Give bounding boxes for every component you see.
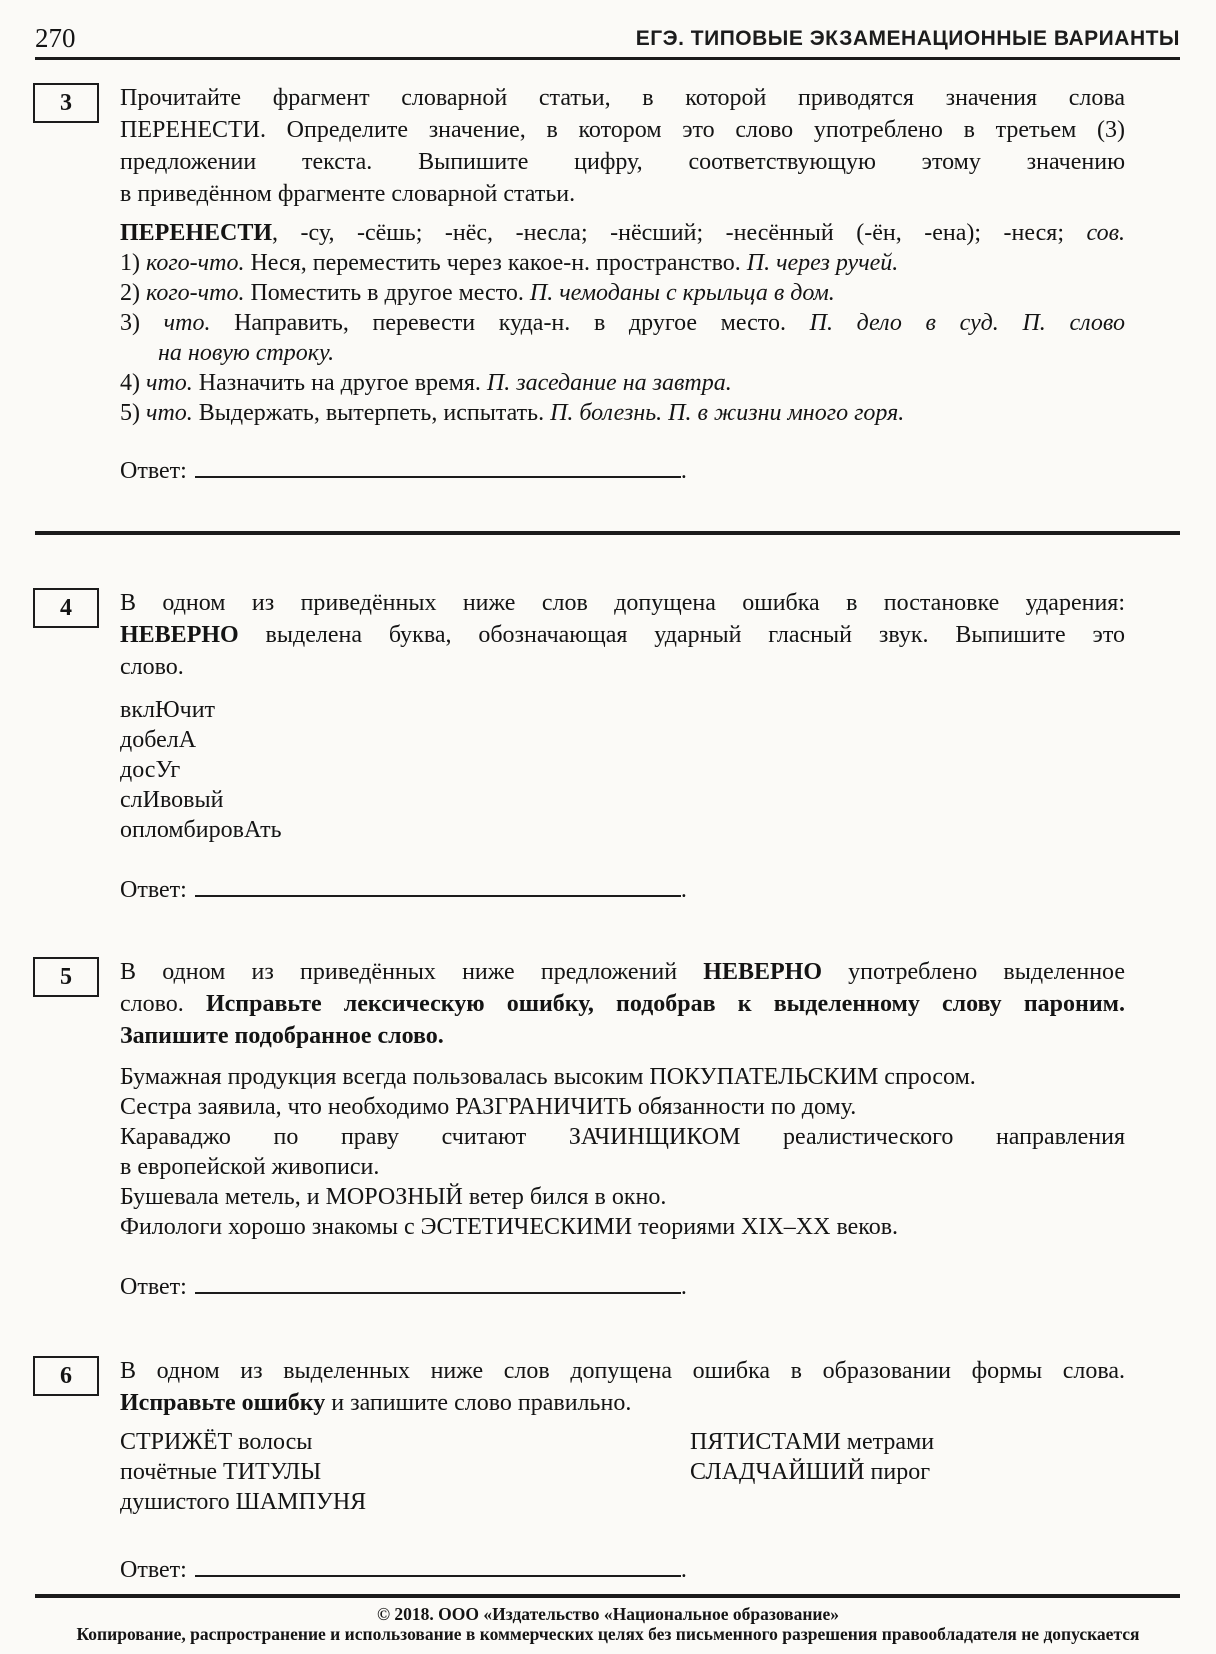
question-5-prompt bbox=[120, 956, 1125, 1052]
answer-label: Ответ: bbox=[120, 1557, 187, 1583]
question-4-number-box bbox=[33, 588, 99, 628]
question-4 bbox=[0, 587, 1216, 906]
prompt-line: в приведённом фрагменте словарной статьи. bbox=[120, 181, 576, 207]
item-case: кого-что. bbox=[146, 250, 245, 276]
word-option: слИвовый bbox=[120, 787, 224, 813]
prompt-line: В одном из выделенных ниже слов допущена ошибка в образовании формы слова. bbox=[120, 1358, 1125, 1384]
footer-copyright: © 2018. ООО «Издательство «Национальное образование» bbox=[376, 1604, 840, 1624]
prompt-line: предложении текста. Выпишите цифру, соответствующую этому значению bbox=[120, 149, 1125, 175]
prompt-line: слово. bbox=[120, 654, 184, 680]
prompt-line: В одном из приведённых ниже слов допущена ошибка в постановке ударения: bbox=[120, 590, 1125, 616]
section-separator-rule bbox=[35, 531, 1180, 535]
word-form-option: душистого ШАМПУНЯ bbox=[120, 1489, 367, 1515]
word-forms-columns bbox=[120, 1427, 1125, 1517]
item-definition: Назначить на другое время. bbox=[192, 370, 487, 396]
dictionary-headword-line bbox=[120, 218, 1125, 248]
prompt-line: Запишите подобранное слово. bbox=[120, 1023, 444, 1049]
dictionary-item-3 bbox=[120, 308, 1125, 338]
item-case: что. bbox=[146, 400, 193, 426]
prompt-text: слово. bbox=[120, 991, 206, 1017]
footer-rule bbox=[35, 1594, 1180, 1598]
footer-notice: Копирование, распространение и использование в коммерческих целях без письменного разрешения правообладателя не допускается bbox=[76, 1624, 1140, 1644]
dictionary-item-4 bbox=[120, 368, 1125, 398]
question-3 bbox=[0, 82, 1216, 487]
question-3-number: 3 bbox=[60, 89, 72, 116]
word-option: досУг bbox=[120, 757, 181, 783]
item-case: что. bbox=[146, 370, 193, 396]
prompt-bold-text: Исправьте ошибку bbox=[120, 1390, 326, 1416]
prompt-line bbox=[120, 988, 1125, 1020]
word-option: опломбировАть bbox=[120, 817, 282, 843]
word-forms-right-column bbox=[690, 1427, 1125, 1517]
item-definition: Направить, перевести куда-н. в другое место. bbox=[210, 310, 810, 336]
item-example: П. дело в суд. П. слово bbox=[809, 310, 1125, 336]
dictionary-item-5 bbox=[120, 398, 1125, 428]
word-forms-left-column bbox=[120, 1427, 690, 1517]
question-3-number-box bbox=[33, 83, 99, 123]
item-example: П. болезнь. П. в жизни много горя. bbox=[550, 400, 905, 426]
item-example: П. через ручей. bbox=[746, 250, 899, 276]
sentence-option: Караваджо по праву считают ЗАЧИНЩИКОМ реалистического направления bbox=[120, 1124, 1125, 1150]
item-example: П. чемоданы с крыльца в дом. bbox=[529, 280, 835, 306]
dictionary-forms: , -су, -сёшь; -нёс, -несла; -нёсший; -несённый (-ён, -ена); -неся; bbox=[272, 220, 1087, 246]
word-option: вклЮчит bbox=[120, 697, 216, 723]
question-5-number: 5 bbox=[60, 963, 72, 990]
item-definition: Неся, переместить через какое-н. пространство. bbox=[244, 250, 747, 276]
item-number: 1) bbox=[120, 250, 146, 276]
word-form-option: СТРИЖЁТ волосы bbox=[120, 1429, 313, 1455]
item-definition: Поместить в другое место. bbox=[244, 280, 530, 306]
prompt-text: выделена буква, обозначающая ударный гласный звук. Выпишите это bbox=[238, 622, 1125, 648]
prompt-line bbox=[120, 956, 1125, 988]
answer-blank-line bbox=[195, 871, 681, 897]
sentence-option: Бумажная продукция всегда пользовалась высоким ПОКУПАТЕЛЬСКИМ спросом. bbox=[120, 1064, 976, 1090]
emphasis-word: НЕВЕРНО bbox=[703, 959, 822, 985]
page-footer bbox=[0, 1604, 1216, 1644]
answer-label: Ответ: bbox=[120, 877, 187, 903]
answer-period: . bbox=[680, 1557, 687, 1583]
dictionary-item-2 bbox=[120, 278, 1125, 308]
answer-row-q3 bbox=[120, 452, 1125, 487]
sentence-option-continuation: в европейской живописи. bbox=[120, 1154, 380, 1180]
dictionary-headword: ПЕРЕНЕСТИ bbox=[120, 220, 273, 246]
dictionary-item-3-continuation: на новую строку. bbox=[158, 340, 335, 366]
sentence-option: Филологи хорошо знакомы с ЭСТЕТИЧЕСКИМИ теориями XIX–XX веков. bbox=[120, 1214, 899, 1240]
question-5 bbox=[0, 956, 1216, 1303]
page-header bbox=[0, 0, 1216, 52]
item-definition: Выдержать, вытерпеть, испытать. bbox=[192, 400, 551, 426]
prompt-line: Прочитайте фрагмент словарной статьи, в которой приводятся значения слова bbox=[120, 85, 1125, 111]
question-3-prompt bbox=[120, 82, 1125, 210]
answer-row-q5 bbox=[120, 1268, 1125, 1303]
answer-period: . bbox=[680, 458, 687, 484]
word-option: добелА bbox=[120, 727, 197, 753]
answer-label: Ответ: bbox=[120, 458, 187, 484]
header-title: ЕГЭ. ТИПОВЫЕ ЭКЗАМЕНАЦИОННЫЕ ВАРИАНТЫ bbox=[635, 27, 1180, 50]
question-5-number-box bbox=[33, 957, 99, 997]
prompt-line bbox=[120, 619, 1125, 651]
answer-blank-line bbox=[195, 1268, 681, 1294]
item-case: что. bbox=[163, 310, 211, 336]
question-4-prompt bbox=[120, 587, 1125, 683]
page-number: 270 bbox=[35, 23, 76, 53]
item-number: 2) bbox=[120, 280, 146, 306]
item-example: П. заседание на завтра. bbox=[486, 370, 732, 396]
answer-period: . bbox=[680, 1274, 687, 1300]
emphasis-word: НЕВЕРНО bbox=[120, 622, 239, 648]
answer-label: Ответ: bbox=[120, 1274, 187, 1300]
answer-row-q4 bbox=[120, 871, 1125, 906]
answer-row-q6 bbox=[120, 1551, 1125, 1586]
item-case: кого-что. bbox=[146, 280, 245, 306]
answer-period: . bbox=[680, 877, 687, 903]
dictionary-item-1 bbox=[120, 248, 1125, 278]
question-6 bbox=[0, 1355, 1216, 1586]
question-6-number-box bbox=[33, 1356, 99, 1396]
dictionary-entry bbox=[120, 218, 1125, 428]
question-4-number: 4 bbox=[60, 594, 72, 621]
answer-blank-line bbox=[195, 452, 681, 478]
sentence-option: Сестра заявила, что необходимо РАЗГРАНИЧИТЬ обязанности по дому. bbox=[120, 1094, 857, 1120]
item-number: 3) bbox=[120, 310, 164, 336]
header-rule bbox=[35, 57, 1180, 60]
sentence-option: Бушевала метель, и МОРОЗНЫЙ ветер бился в окно. bbox=[120, 1184, 667, 1210]
prompt-text: употреблено выделенное bbox=[821, 959, 1125, 985]
question-6-number: 6 bbox=[60, 1362, 72, 1389]
sentence-options-list bbox=[120, 1062, 1125, 1242]
item-number: 4) bbox=[120, 370, 146, 396]
prompt-line: ПЕРЕНЕСТИ. Определите значение, в котором это слово употреблено в третьем (3) bbox=[120, 117, 1125, 143]
prompt-bold-text: Исправьте лексическую ошибку, подобрав к выделенному слову пароним. bbox=[205, 991, 1126, 1017]
dictionary-aspect: сов. bbox=[1086, 220, 1125, 246]
word-options-list bbox=[120, 695, 1125, 845]
word-form-option: почётные ТИТУЛЫ bbox=[120, 1459, 322, 1485]
word-form-option: ПЯТИСТАМИ метрами bbox=[690, 1429, 935, 1455]
prompt-text: В одном из приведённых ниже предложений bbox=[120, 959, 704, 985]
prompt-line bbox=[120, 1387, 1125, 1419]
question-6-prompt bbox=[120, 1355, 1125, 1419]
word-form-option: СЛАДЧАЙШИЙ пирог bbox=[690, 1459, 931, 1485]
prompt-text: и запишите слово правильно. bbox=[325, 1390, 632, 1416]
item-number: 5) bbox=[120, 400, 146, 426]
answer-blank-line bbox=[195, 1551, 681, 1577]
